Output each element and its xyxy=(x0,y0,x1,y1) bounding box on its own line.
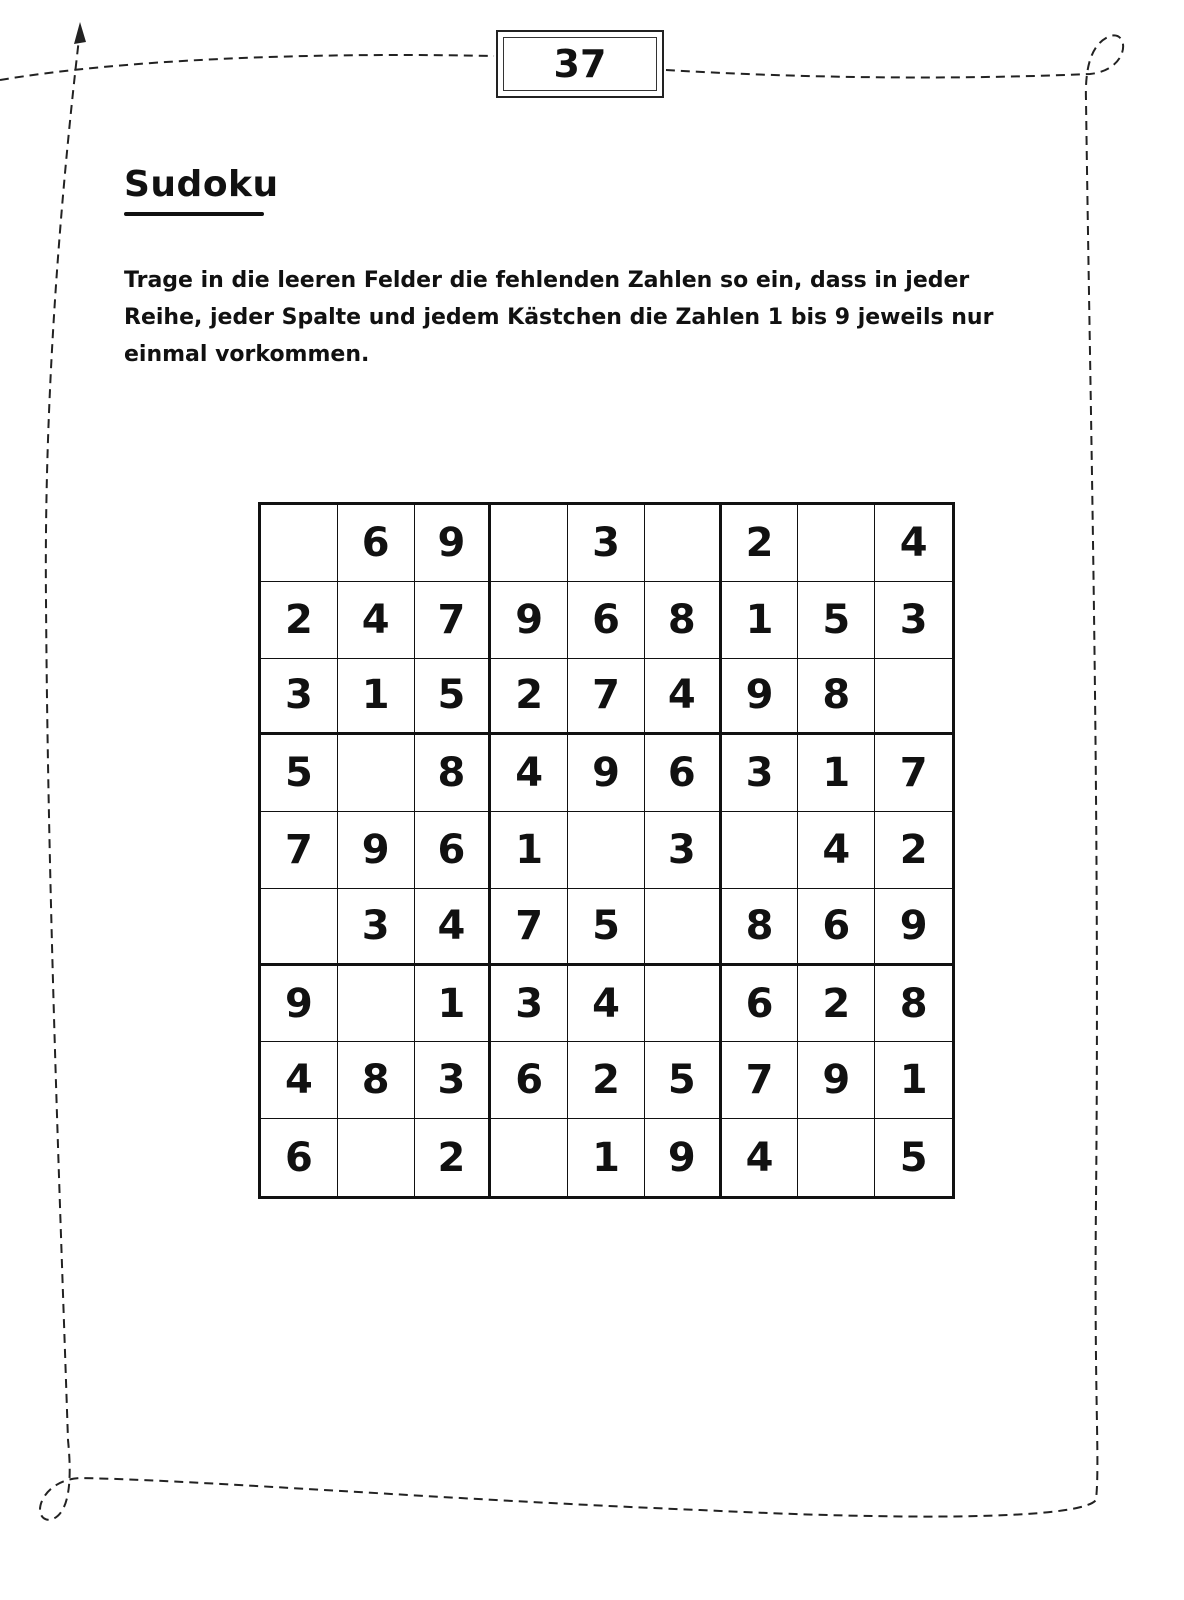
sudoku-cell-empty[interactable] xyxy=(722,812,799,889)
sudoku-cell-empty[interactable] xyxy=(338,1119,415,1196)
sudoku-cell-given: 3 xyxy=(722,735,799,812)
sudoku-cell-given: 2 xyxy=(568,1042,645,1119)
sudoku-cell-given: 5 xyxy=(568,889,645,966)
sudoku-cell-given: 4 xyxy=(338,582,415,659)
sudoku-cell-given: 1 xyxy=(491,812,568,889)
sudoku-cell-given: 2 xyxy=(798,966,875,1043)
instructions-text: Trage in die leeren Felder die fehlenden Zahlen so ein, dass in jeder Reihe, jeder Spalte und jedem Kästchen die Zahlen 1 bis 9 jeweils nur einmal vorkommen. xyxy=(124,268,994,367)
sudoku-cell-empty[interactable] xyxy=(338,966,415,1043)
sudoku-cell-given: 6 xyxy=(415,812,492,889)
sudoku-cell-given: 6 xyxy=(338,505,415,582)
sudoku-cell-given: 6 xyxy=(798,889,875,966)
sudoku-cell-given: 1 xyxy=(798,735,875,812)
page-number: 37 xyxy=(553,42,607,86)
sudoku-cell-given: 5 xyxy=(899,1134,928,1181)
sudoku-cell-given: 6 xyxy=(645,735,722,812)
sudoku-cell-given: 1 xyxy=(415,966,492,1043)
sudoku-cell-given: 3 xyxy=(645,812,722,889)
sudoku-cell-given: 9 xyxy=(798,1042,875,1119)
sudoku-cell-given: 2 xyxy=(722,505,799,582)
sudoku-cell-given: 1 xyxy=(875,1042,952,1119)
sudoku-cell-given: 2 xyxy=(415,1119,492,1196)
sudoku-cell-given: 4 xyxy=(415,889,492,966)
sudoku-cell-given: 7 xyxy=(875,735,952,812)
sudoku-cell-given: 3 xyxy=(875,582,952,659)
sudoku-cell-given: 6 xyxy=(722,966,799,1043)
sudoku-cell-given: 9 xyxy=(875,889,952,966)
sudoku-cell-given: 4 xyxy=(722,1119,799,1196)
sudoku-cell-given: 5 xyxy=(798,582,875,659)
sudoku-cell-given: 8 xyxy=(875,966,952,1043)
sudoku-cell-given: 7 xyxy=(415,582,492,659)
sudoku-cell-empty[interactable] xyxy=(261,889,338,966)
sudoku-cell-given: 9 xyxy=(645,1119,722,1196)
sudoku-grid xyxy=(258,502,955,1199)
sudoku-cell-given: 7 xyxy=(261,812,338,889)
sudoku-cell-empty[interactable] xyxy=(875,659,952,736)
sudoku-cell-given: 1 xyxy=(568,1119,645,1196)
sudoku-cell-given: 5 xyxy=(261,735,338,812)
sudoku-cell-given: 2 xyxy=(261,582,338,659)
sudoku-cell-given: 4 xyxy=(568,966,645,1043)
sudoku-cell-empty[interactable] xyxy=(338,735,415,812)
sudoku-cell-given: 3 xyxy=(261,659,338,736)
sudoku-cell-empty[interactable] xyxy=(491,505,568,582)
sudoku-cell-given: 9 xyxy=(568,735,645,812)
sudoku-cell-given: 4 xyxy=(645,659,722,736)
sudoku-cell-given: 9 xyxy=(722,659,799,736)
sudoku-cell-given: 1 xyxy=(338,659,415,736)
sudoku-cell-given: 5 xyxy=(645,1042,722,1119)
sudoku-cell-given: 2 xyxy=(875,812,952,889)
sudoku-cell-given: 9 xyxy=(261,966,338,1043)
sudoku-cell-given: 3 xyxy=(415,1042,492,1119)
sudoku-cell-given: 8 xyxy=(645,582,722,659)
sudoku-cell-given: 2 xyxy=(491,659,568,736)
sudoku-cell-given: 9 xyxy=(415,505,492,582)
sudoku-cell-given: 9 xyxy=(491,582,568,659)
sudoku-cell-given: 4 xyxy=(875,505,952,582)
sudoku-cell-given: 6 xyxy=(491,1042,568,1119)
sudoku-cell-empty[interactable] xyxy=(645,505,722,582)
sudoku-cell-empty[interactable] xyxy=(261,505,338,582)
sudoku-cell-given: 3 xyxy=(491,966,568,1043)
sudoku-cell-empty[interactable] xyxy=(798,1119,875,1196)
sudoku-cell-given: 4 xyxy=(491,735,568,812)
sudoku-cell-empty[interactable] xyxy=(491,1119,568,1196)
sudoku-cell-given: 6 xyxy=(568,582,645,659)
sudoku-cell-empty[interactable] xyxy=(568,812,645,889)
sudoku-cell-given: 7 xyxy=(722,1042,799,1119)
sudoku-cell-given: 1 xyxy=(722,582,799,659)
sudoku-cell-given: 7 xyxy=(491,889,568,966)
sudoku-cell-given: 5 xyxy=(415,659,492,736)
sudoku-cell-given: 7 xyxy=(568,659,645,736)
sudoku-cell-given: 4 xyxy=(798,812,875,889)
sudoku-cell-given: 8 xyxy=(338,1042,415,1119)
sudoku-cell-given: 4 xyxy=(261,1042,338,1119)
sudoku-cell-given: 3 xyxy=(338,889,415,966)
sudoku-cell-given: 9 xyxy=(338,812,415,889)
sudoku-cell-empty[interactable] xyxy=(798,505,875,582)
sudoku-cell-empty[interactable] xyxy=(645,889,722,966)
sudoku-cell-given: 8 xyxy=(415,735,492,812)
title-underline xyxy=(124,212,264,216)
sudoku-cell-given: 3 xyxy=(568,505,645,582)
page-number-badge xyxy=(496,30,664,98)
sudoku-cell-given: 6 xyxy=(261,1119,338,1196)
sudoku-cell-empty[interactable] xyxy=(645,966,722,1043)
sudoku-cell-given: 8 xyxy=(722,889,799,966)
page-title: Sudoku xyxy=(124,164,279,205)
sudoku-cell-given: 8 xyxy=(798,659,875,736)
